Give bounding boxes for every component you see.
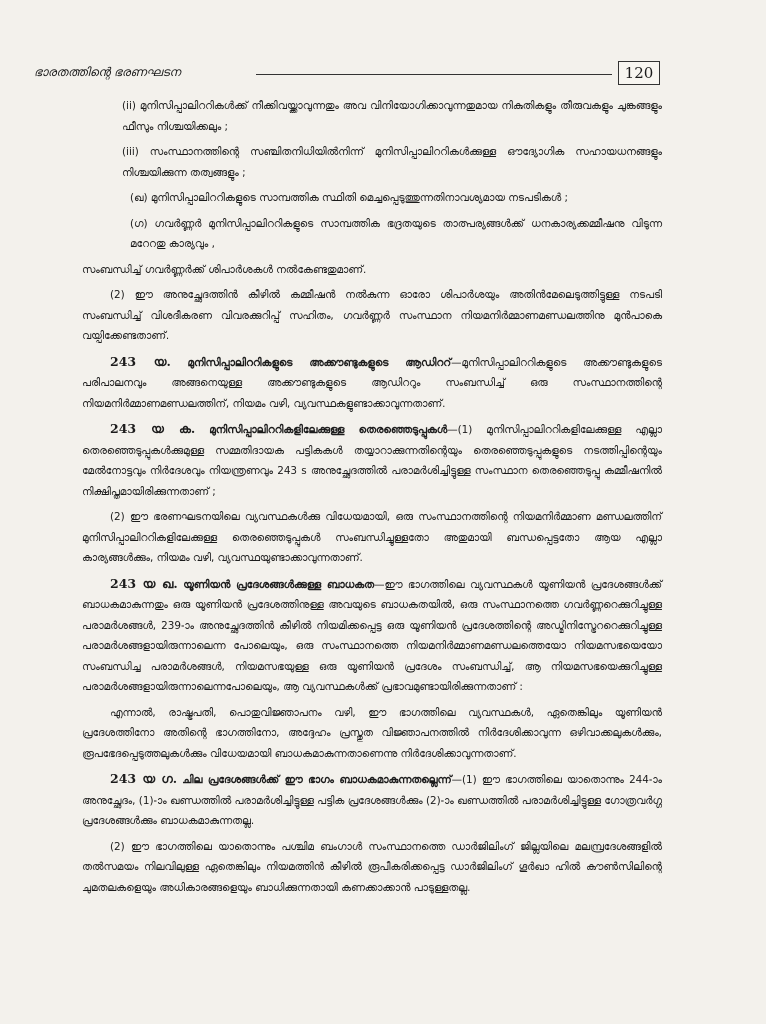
section-number: 243 യ ഖ. <box>110 575 178 591</box>
section-number: 243 യ ക. <box>110 421 196 436</box>
proviso: എന്നാൽ, രാഷ്ട്രപതി, പൊതുവിജ്ഞാപനം വഴി, ഈ ഭാഗത്തിലെ വ്യവസ്ഥകൾ, ഏതെങ്കിലും യൂണിയൻ പ്രദേശത്തിനോ അതിന്റെ ഭാഗത്തിനോ, അദ്ദേഹം പ്രസ്തുത വിജ്ഞാപനത്തിൽ നിർദേശിക്കാവുന്ന ഒഴിവാക്കലുകൾക്കും, രൂപഭേദപ്പെടുത്തലുകൾക്കും വിധേയമായി ബാധകമാകുന്നതാണെന്നു നിർദേശിക്കാവുന്നതാണ്. <box>82 706 662 760</box>
clause-ii: (ii) മുനിസിപ്പാലിററികൾക്ക് നീക്കിവയ്ക്കാവുന്നതും അവ വിനിയോഗിക്കാവുന്നതുമായ നികുതികളും തീരുവകളും ചുങ്കങ്ങളും ഫീസും നിശ്ചയിക്കലും ; <box>122 100 662 133</box>
page-number: 120 <box>618 61 660 85</box>
page-header <box>34 61 676 87</box>
section-243ykh <box>82 574 662 698</box>
section-body: —(1) മുനിസിപ്പാലിററികളിലേക്കുള്ള എല്ലാ തെരഞ്ഞെടുപ്പുകൾക്കുമുള്ള സമ്മതിദായക പട്ടികകൾ തയ്യാറാക്കുന്നതിന്റെയും തെരഞ്ഞെടുപ്പുകളുടെ നടത്തിപ്പിന്റെയും മേൽനോട്ടവും നിർദേശവും നിയന്ത്രണവും 243 s അനുച്ഛേദത്തിൽ പരാമർശിച്ചിട്ടുള്ള സംസ്ഥാന തെരഞ്ഞെടുപ്പു കമ്മീഷനിൽ നിക്ഷിപ്തമായിരിക്കുന്നതാണ് ; <box>82 424 662 498</box>
clause-conclusion: സംബന്ധിച്ച് ഗവർണ്ണർക്ക് ശിപാർശകൾ നൽകേണ്ടതുമാണ്. <box>82 263 367 276</box>
clause-kha: (ഖ) മുനിസിപ്പാലിററികളുടെ സാമ്പത്തിക സ്ഥിതി മെച്ചപ്പെടുത്തുന്നതിനാവശ്യമായ നടപടികൾ ; <box>130 192 569 204</box>
clause-2-darjeeling: (2) ഈ ഭാഗത്തിലെ യാതൊന്നും പശ്ചിമ ബംഗാൾ സംസ്ഥാനത്തെ ഡാർജിലിംഗ് ജില്ലയിലെ മലമ്പ്രദേശങ്ങളിൽ തൽസമയം നിലവിലുള്ള ഏതെങ്കിലും നിയമത്തിൻ കീഴിൽ രൂപീകരിക്കപ്പെട്ട ഡാർജിലിംഗ് ഗൂർഖാ ഹിൽ കൗൺസിലിന്റെ ചുമതലകളെയും അധികാരങ്ങളെയും ബാധിക്കുന്നതായി കണക്കാക്കാൻ പാടുള്ളതല്ല. <box>82 840 662 894</box>
clause-iii: (iii) സംസ്ഥാനത്തിന്റെ സഞ്ചിതനിധിയിൽനിന്ന് മുനിസിപ്പാലിററികൾക്കുള്ള ഔദ്യോഗിക സഹായധനങ്ങളും നിശ്ചയിക്കുന്ന തത്വങ്ങളും ; <box>122 146 662 179</box>
section-body: —(1) ഈ ഭാഗത്തിലെ യാതൊന്നും 244-ാം അനുച്ഛേദം, (1)-ാം ഖണ്ഡത്തിൽ പരാമർശിച്ചിട്ടുള്ള പട്ടിക പ്രദേശങ്ങൾക്കും (2)-ാം ഖണ്ഡത്തിൽ പരാമർശിച്ചിട്ടുള്ള ഗോത്രവർഗ്ഗ പ്രദേശങ്ങൾക്കും ബാധകമാകുന്നതല്ല. <box>82 774 662 827</box>
section-title: യൂണിയൻ പ്രദേശങ്ങൾക്കുള്ള ബാധകത <box>183 578 375 591</box>
section-title: മുനിസിപ്പാലിററികളിലേക്കുള്ള തെരഞ്ഞെടുപ്പുകൾ <box>209 424 448 436</box>
section-title: മുനിസിപ്പാലിററികളുടെ അക്കൗണ്ടുകളുടെ ആഡിററ് <box>187 356 452 369</box>
running-title: ഭാരതത്തിന്റെ ഭരണഘടന <box>34 65 181 79</box>
section-243yg <box>82 769 662 832</box>
clause-2-report: (2) ഈ അനുച്ഛേദത്തിൻ കീഴിൽ കമ്മീഷൻ നൽകുന്ന ഓരോ ശിപാർശയും അതിൻമേലെടുത്തിട്ടുള്ള നടപടി സംബന്ധിച്ച് വിശദീകരണ വിവരക്കുറിപ്പ് സഹിതം, ഗവർണ്ണർ സംസ്ഥാന നിയമനിർമ്മാണമണ്ഡലത്തിനു മുൻപാകെ വയ്പിക്കേണ്ടതാണ്. <box>82 289 662 342</box>
body-text <box>82 96 662 903</box>
section-number: 243 യ ഗ. <box>110 771 178 786</box>
section-body: —മുനിസിപ്പാലിററികളുടെ അക്കൗണ്ടുകളുടെ പരിപാലനവും അങ്ങനെയുള്ള അക്കൗണ്ടുകളുടെ ആഡിററും സംബന്ധിച്ച് ഒരു സംസ്ഥാനത്തിന്റെ നിയമനിർമ്മാണമണ്ഡലത്തിന്, നിയമം വഴി, വ്യവസ്ഥകളുണ്ടാക്കാവുന്നതാണ്. <box>82 356 662 410</box>
section-title: ചില പ്രദേശങ്ങൾക്ക് ഈ ഭാഗം ബാധകമാകുന്നതല്ലെന്ന് <box>182 774 452 786</box>
section-243yk <box>82 419 662 502</box>
clause-2-elections: (2) ഈ ഭരണഘടനയിലെ വ്യവസ്ഥകൾക്കു വിധേയമായി, ഒരു സംസ്ഥാനത്തിന്റെ നിയമനിർമ്മാണ മണ്ഡലത്തിന് മുനിസിപ്പാലിററികളിലേക്കുള്ള തെരഞ്ഞെടുപ്പുകൾ സംബന്ധിച്ചുള്ളതോ അതുമായി ബന്ധപ്പെട്ടതോ ആയ എല്ലാ കാര്യങ്ങൾക്കും, നിയമം വഴി, വ്യവസ്ഥയുണ്ടാക്കാവുന്നതാണ്. <box>82 511 662 564</box>
section-number: 243 യ. <box>110 353 171 369</box>
section-body: —ഈ ഭാഗത്തിലെ വ്യവസ്ഥകൾ യൂണിയൻ പ്രദേശങ്ങൾക്ക് ബാധകമാകുന്നതും ഒരു യൂണിയൻ പ്രദേശത്തിനുള്ള അവയുടെ ബാധകതയിൽ, ഒരു സംസ്ഥാനത്തെ ഗവർണ്ണറെക്കുറിച്ചുള്ള പരാമർശങ്ങൾ, 239-ാം അനുച്ഛേദത്തിൻ കീഴിൽ നിയമിക്കപ്പെട്ട ഒരു യൂണിയൻ പ്രദേശത്തിന്റെ അഡ്മിനിസ്ട്രേററെക്കുറിച്ചുള്ള പരാമർശങ്ങളായിരുന്നാലെന്ന പോലെയും, ഒരു സംസ്ഥാനത്തെ നിയമനിർമ്മാണമണ്ഡലത്തെയോ നിയമസഭയെയോ സംബന്ധിച്ച പരാമർശങ്ങൾ, നിയമസഭയുള്ള ഒരു യൂണിയൻ പ്രദേശം സംബന്ധിച്ച്, ആ നിയമസഭയെക്കുറിച്ചുള്ള പരാമർശങ്ങളായിരുന്നാലെന്നപോലെയും, ആ വ്യവസ്ഥകൾക്ക് പ്രഭാവമുണ്ടായിരിക്കുന്നതാണ് : <box>82 578 662 693</box>
clause-ga: (ഗ) ഗവർണ്ണർ മുനിസിപ്പാലിററികളുടെ സാമ്പത്തിക ഭദ്രതയുടെ താത്പര്യങ്ങൾക്ക് ധനകാര്യക്കമ്മീഷനു വിടുന്ന മറേറതു കാര്യവും , <box>130 217 662 250</box>
section-243y <box>82 352 662 415</box>
header-rule <box>256 74 612 75</box>
